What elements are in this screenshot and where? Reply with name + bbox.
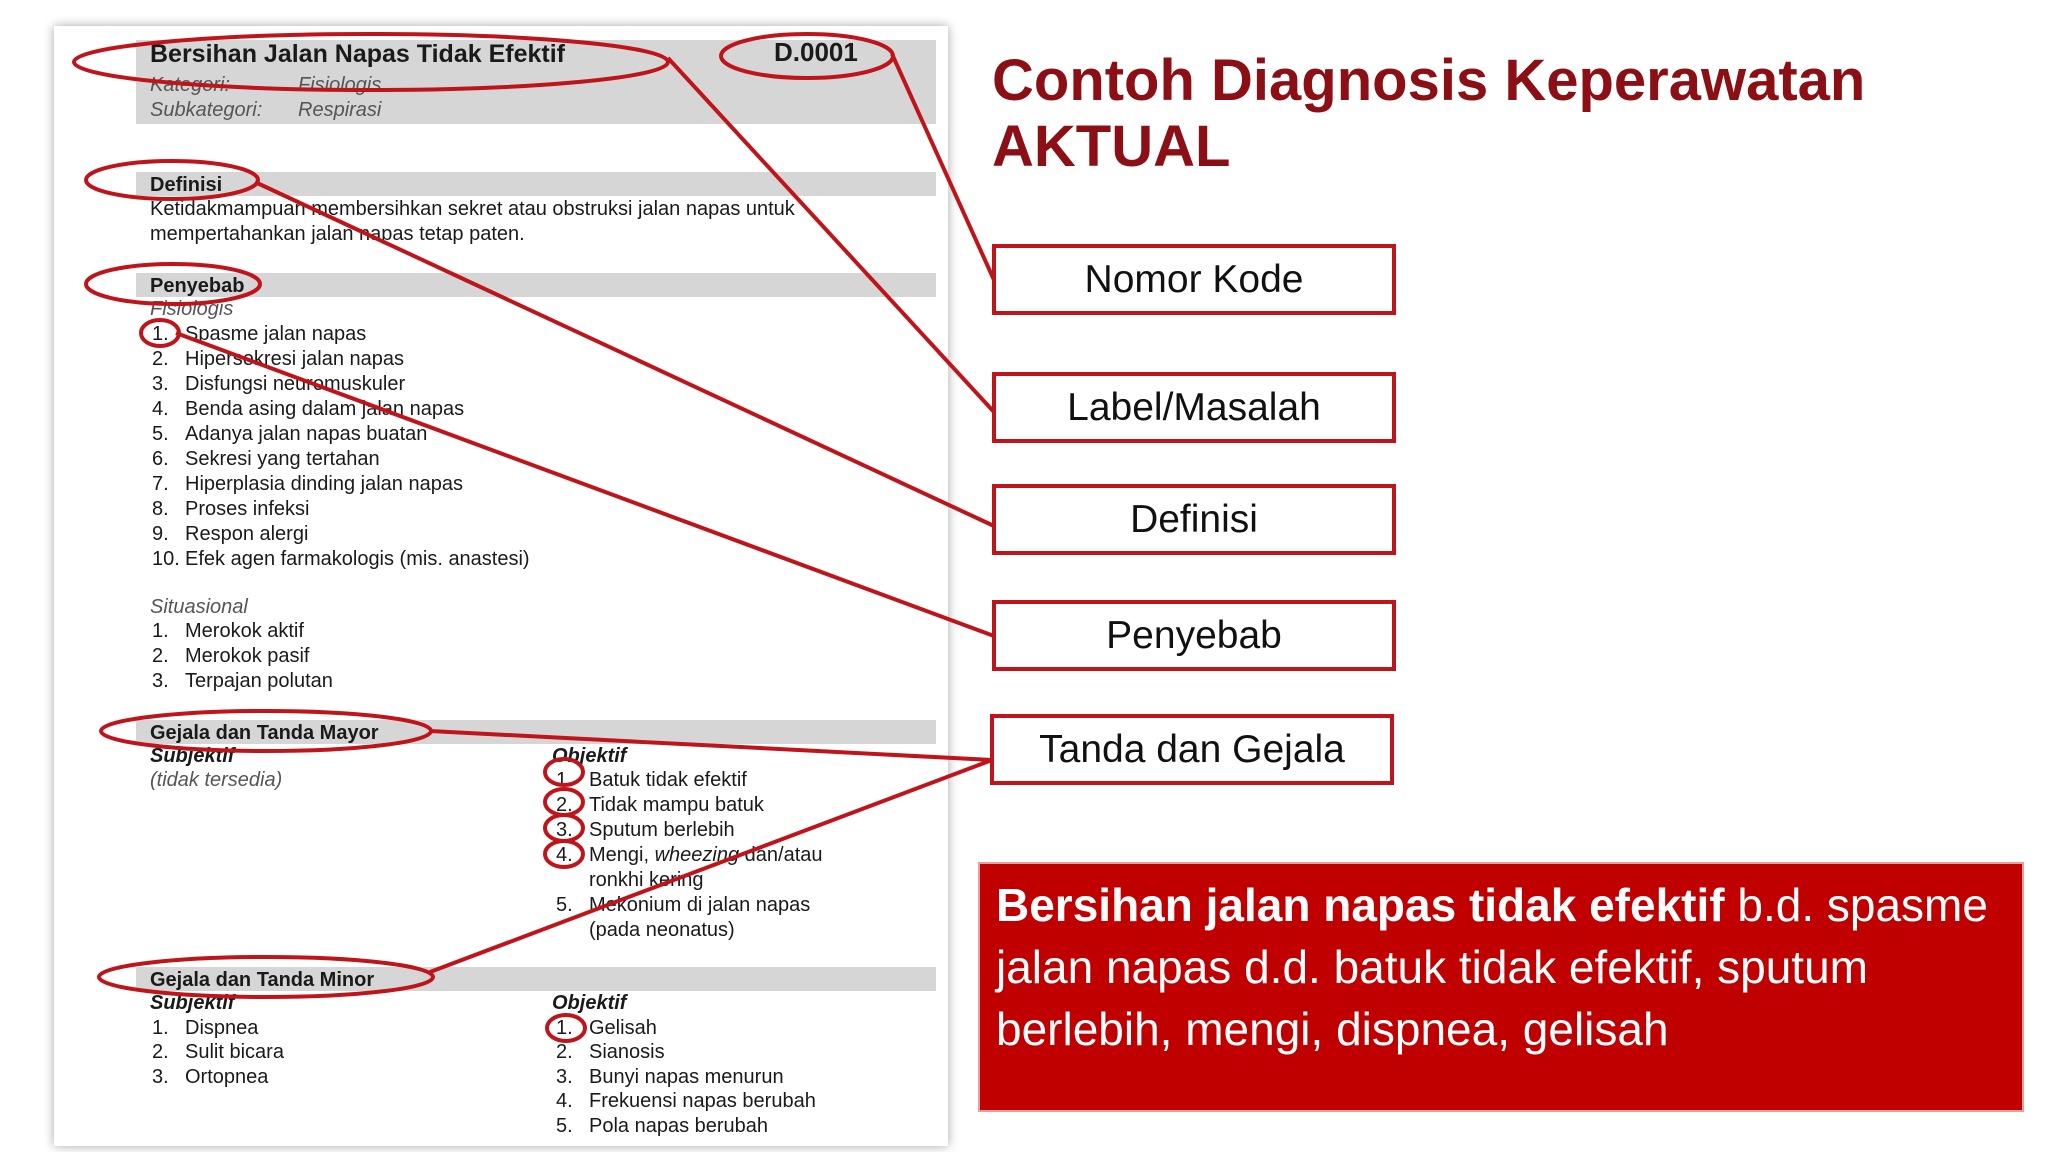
summary-rest: b.d. spasme jalan napas d.d. batuk tidak efektif, sputum berlebih, mengi, dispnea, gelisah xyxy=(996,879,1988,1055)
mayor-obj3-ellipse xyxy=(545,815,583,841)
mayor-subjektif-label: Subjektif xyxy=(150,745,235,767)
minor-objektif-label: Objektif xyxy=(552,992,627,1014)
mayor-obj1-ellipse xyxy=(545,759,583,785)
minor-subjektif-label: Subjektif xyxy=(150,992,235,1014)
connector-title xyxy=(668,58,994,412)
definisi-heading: Definisi xyxy=(150,174,223,196)
mayor-obj4-ellipse xyxy=(545,841,583,867)
list-item: (pada neonatus) xyxy=(589,919,735,941)
list-item: 8. Proses infeksi xyxy=(152,498,310,520)
list-item: 3. Disfungsi neuromuskuler xyxy=(152,373,406,395)
list-item: 3. Bunyi napas menurun xyxy=(556,1066,784,1088)
list-item: 1. Gelisah xyxy=(556,1017,657,1039)
list-item: 4. Benda asing dalam jalan napas xyxy=(152,398,465,420)
connector-penyebab xyxy=(176,333,994,636)
list-item: 3. Ortopnea xyxy=(152,1066,269,1088)
list-item: 5. Pola napas berubah xyxy=(556,1115,769,1137)
connector-definisi xyxy=(255,182,994,526)
mayor-obj2-ellipse xyxy=(545,789,583,815)
list-item: 10. Efek agen farmakologis (mis. anastesi) xyxy=(152,548,530,570)
label-definisi: Definisi xyxy=(992,484,1396,555)
title-highlight-ellipse xyxy=(74,34,668,90)
list-item: 1. Batuk tidak efektif xyxy=(556,769,747,791)
list-item: 9. Respon alergi xyxy=(152,523,309,545)
label-tanda-dan-gejala: Tanda dan Gejala xyxy=(990,714,1394,785)
penyebab-highlight-ellipse xyxy=(86,264,260,304)
list-item: 2. Hipersekresi jalan napas xyxy=(152,348,405,370)
list-item: 3. Terpajan polutan xyxy=(152,670,333,692)
mayor-heading: Gejala dan Tanda Mayor xyxy=(150,722,379,744)
list-item: 2. Tidak mampu batuk xyxy=(556,794,764,816)
mayor-objektif-label: Objektif xyxy=(552,745,627,767)
definisi-highlight-ellipse xyxy=(86,161,258,199)
subkategori-label: Subkategori: xyxy=(150,99,263,121)
label-label-masalah: Label/Masalah xyxy=(992,372,1396,443)
connector-minor xyxy=(430,760,992,972)
list-item: 4. Mengi, wheezing dan/atau xyxy=(556,844,823,866)
connector-code xyxy=(892,54,994,280)
subkategori-value: Respirasi xyxy=(298,99,382,121)
list-item: 1. Dispnea xyxy=(152,1017,259,1039)
slide-title-line1: Contoh Diagnosis Keperawatan xyxy=(992,48,1866,113)
list-item: 5. Mekonium di jalan napas xyxy=(556,894,811,916)
slide-title-line2: AKTUAL xyxy=(992,114,1231,179)
list-item: ronkhi kering xyxy=(589,869,704,891)
summary-bold: Bersihan jalan napas tidak efektif xyxy=(996,879,1725,931)
list-item: 7. Hiperplasia dinding jalan napas xyxy=(152,473,463,495)
minor-heading: Gejala dan Tanda Minor xyxy=(150,969,375,991)
kategori-label: Kategori: xyxy=(150,74,231,96)
document-title: Bersihan Jalan Napas Tidak Efektif xyxy=(150,40,565,68)
code-highlight-ellipse xyxy=(721,34,893,78)
list-item: 6. Sekresi yang tertahan xyxy=(152,448,380,470)
definisi-text-line2: mempertahankan jalan napas tetap paten. xyxy=(150,223,525,245)
list-item: 2. Sulit bicara xyxy=(152,1041,284,1063)
minor-highlight-ellipse xyxy=(99,957,433,997)
document-code: D.0001 xyxy=(774,37,858,67)
list-item: 1. Spasme jalan napas xyxy=(152,323,367,345)
list-item: 5. Adanya jalan napas buatan xyxy=(152,423,428,445)
list-item: 2. Sianosis xyxy=(556,1041,665,1063)
list-item: 3. Sputum berlebih xyxy=(556,819,735,841)
label-nomor-kode: Nomor Kode xyxy=(992,244,1396,315)
penyebab-item1-ellipse xyxy=(141,320,179,346)
list-item: 4. Frekuensi napas berubah xyxy=(556,1090,816,1112)
mayor-subjektif-text: (tidak tersedia) xyxy=(150,769,283,791)
situasional-label: Situasional xyxy=(150,596,248,618)
list-item: 1. Merokok aktif xyxy=(152,620,304,642)
penyebab-heading: Penyebab xyxy=(150,275,245,297)
kategori-value: Fisiologis xyxy=(298,74,382,96)
minor-obj1-ellipse xyxy=(547,1015,585,1041)
fisiologis-label: Fisiologis xyxy=(150,298,234,320)
definisi-text-line1: Ketidakmampuan membersihkan sekret atau obstruksi jalan napas untuk xyxy=(150,198,795,220)
label-penyebab: Penyebab xyxy=(992,600,1396,671)
connector-mayor xyxy=(430,731,992,760)
list-item: 2. Merokok pasif xyxy=(152,645,310,667)
mayor-highlight-ellipse xyxy=(101,711,431,751)
